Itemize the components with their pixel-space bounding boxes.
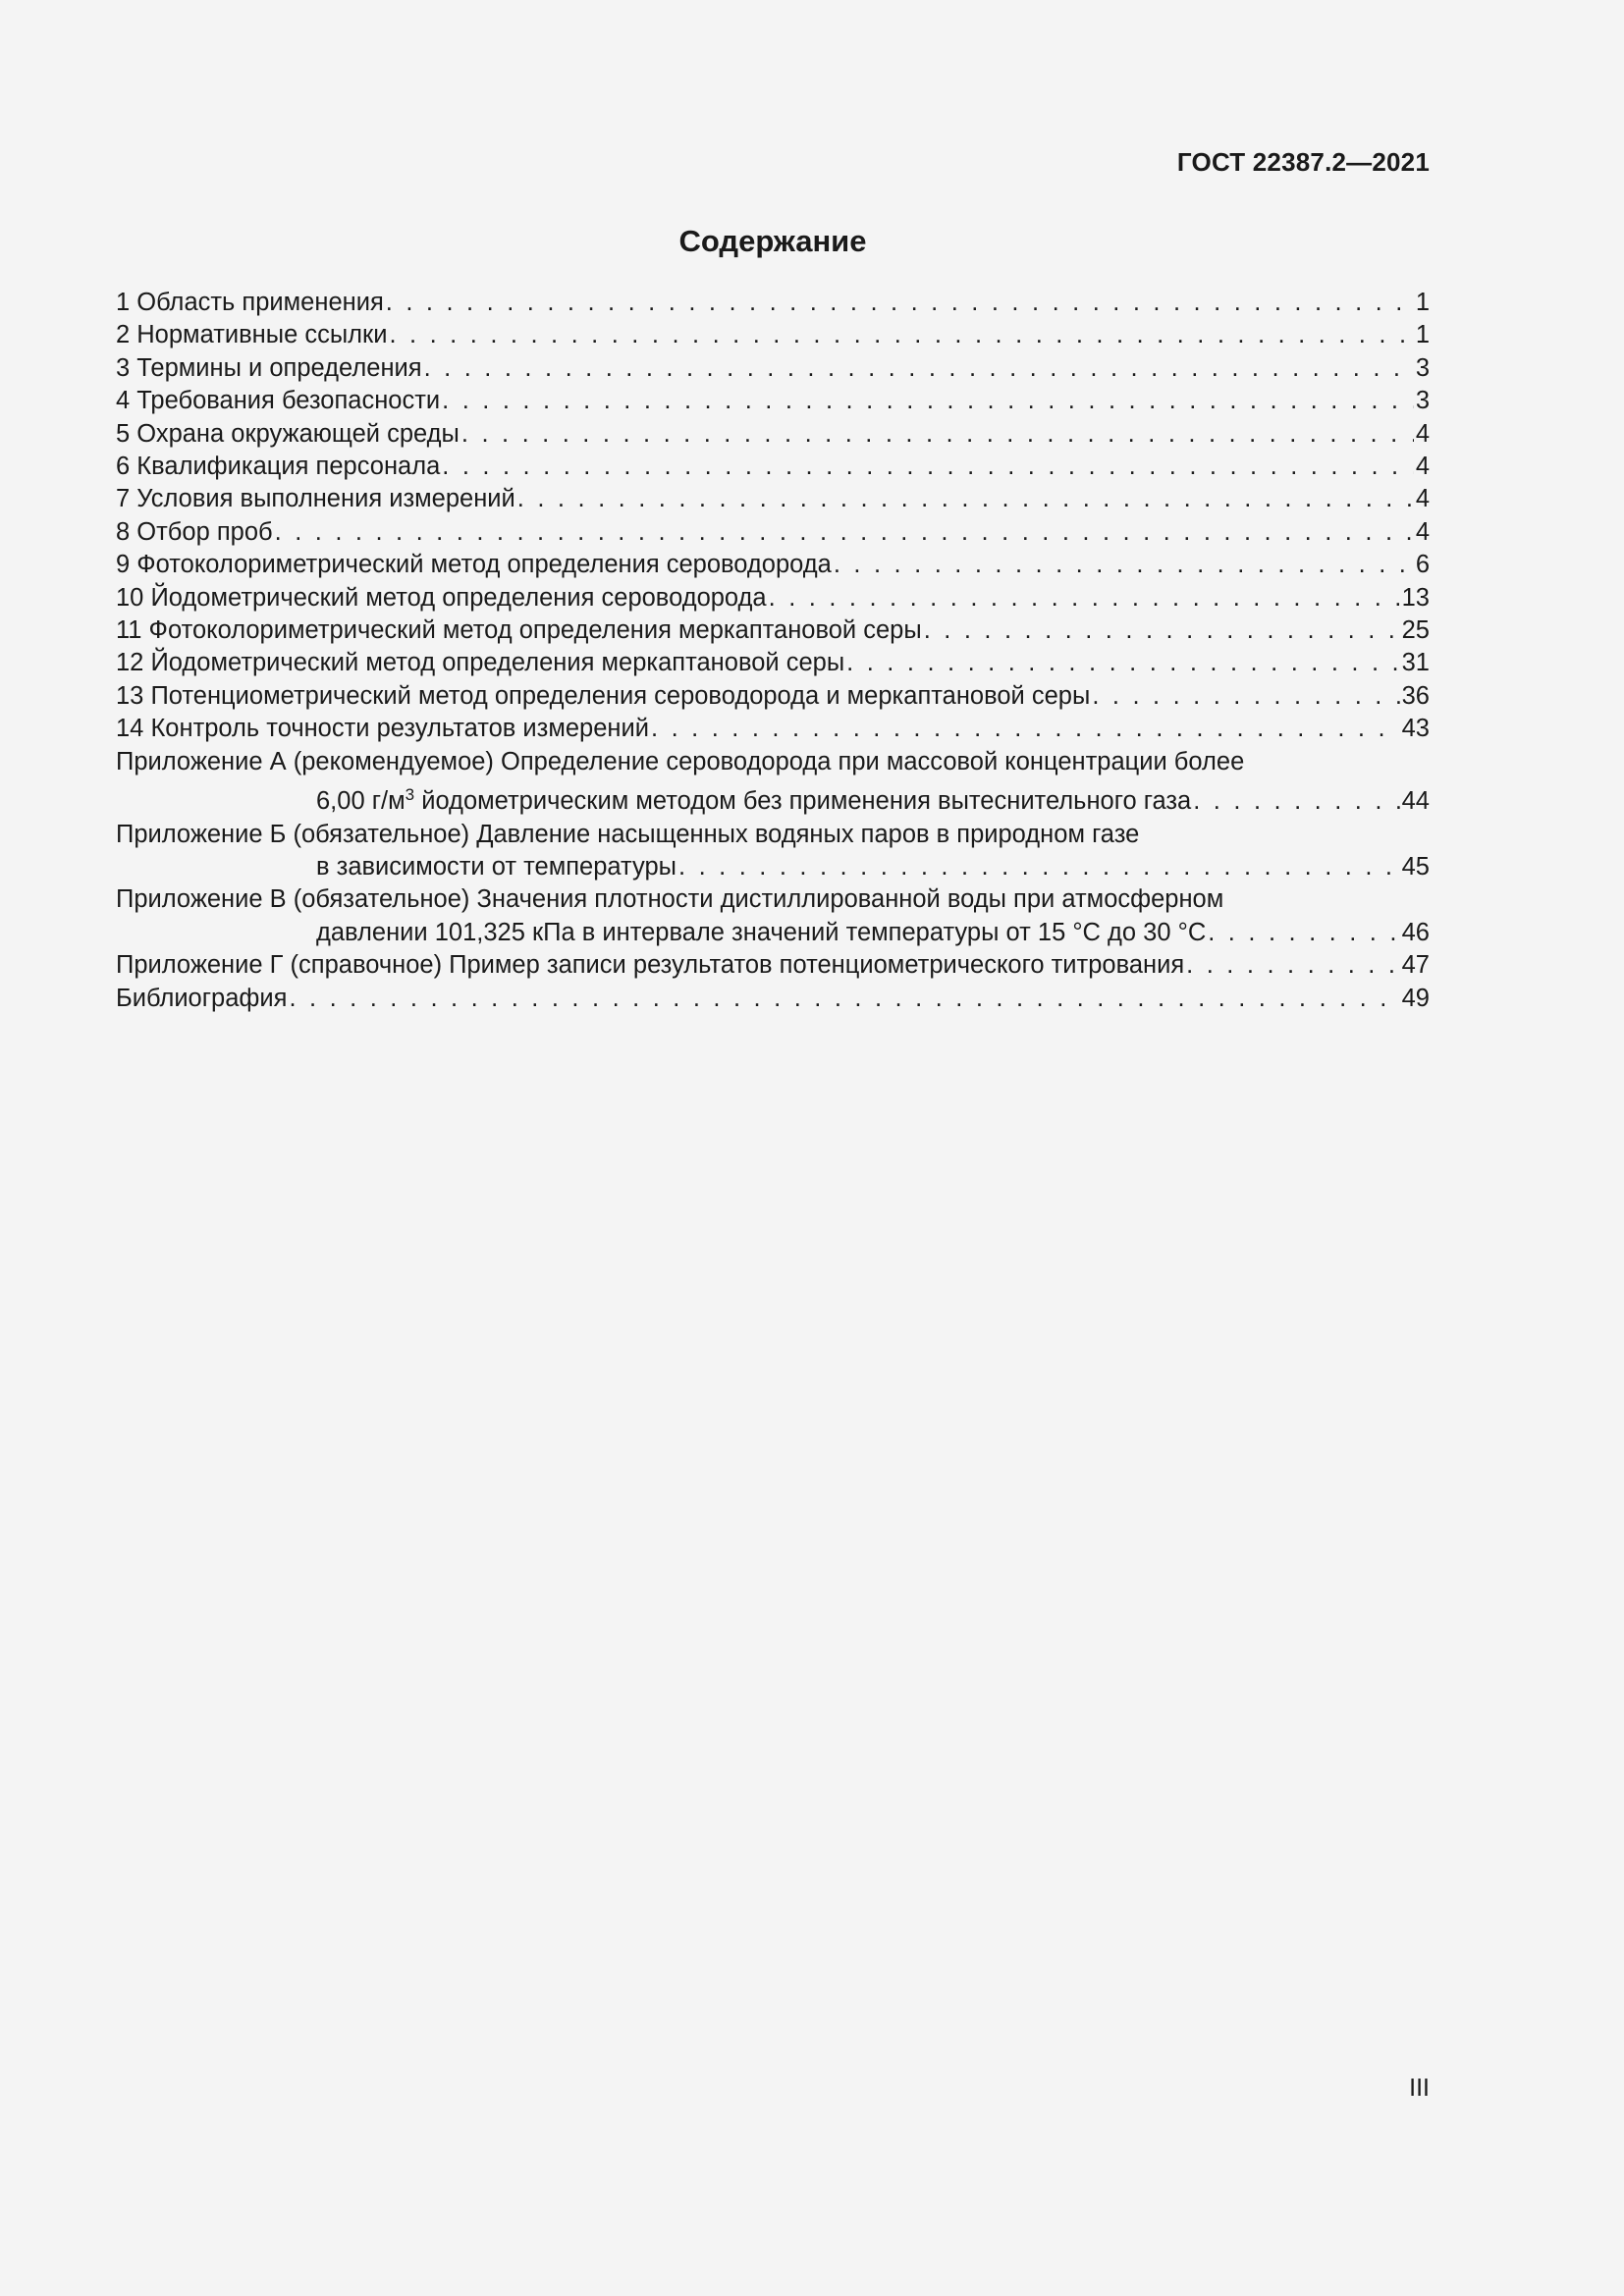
toc-entry-text: Приложение Г (справочное) Пример записи результатов потенциометрического титрования	[116, 951, 1185, 980]
dot-leader	[678, 851, 1400, 883]
toc-entry-text: 8 Отбор проб	[116, 517, 273, 546]
toc-appendix-b-continuation[interactable]	[116, 851, 1430, 883]
toc-entry-page: 13	[1401, 583, 1430, 612]
toc-entry-text: 2 Нормативные ссылки	[116, 321, 388, 349]
toc-appendix-a[interactable]	[116, 746, 1430, 778]
toc-entry-text: 7 Условия выполнения измерений	[116, 485, 515, 513]
dot-leader	[386, 287, 1414, 319]
toc-entry-page: 4	[1415, 517, 1430, 546]
toc-entry-text: 3 Термины и определения	[116, 353, 422, 382]
toc-title: Содержание	[678, 224, 867, 258]
toc-entry-text: Приложение В (обязательное) Значения плотности дистиллированной воды при атмосферном	[116, 885, 1224, 914]
toc-appendix-v[interactable]	[116, 883, 1430, 916]
toc-entry-text: Приложение А (рекомендуемое) Определение сероводорода при массовой концентрации более	[116, 747, 1245, 775]
dot-leader	[461, 418, 1414, 451]
toc-entry-text: 1 Область применения	[116, 289, 384, 316]
toc-entry-page: 46	[1401, 918, 1430, 946]
toc-entry-text	[316, 778, 1191, 818]
toc-entry[interactable]	[116, 647, 1430, 679]
toc-entry-page: 3	[1415, 353, 1430, 382]
toc-entry-text: 11 Фотоколориметрический метод определения меркаптановой серы	[116, 616, 922, 645]
appendix-a-text-end: йодометрическим методом без применения вытеснительного газа	[414, 787, 1192, 816]
toc-entry-page: 36	[1401, 681, 1430, 710]
toc-entry[interactable]	[116, 483, 1430, 515]
toc-entry-text: давлении 101,325 кПа в интервале значений температуры от 15 °С до 30 °С	[316, 918, 1207, 946]
dot-leader	[442, 385, 1414, 417]
toc-entry-page: 6	[1415, 551, 1430, 579]
toc-entry[interactable]	[116, 418, 1430, 451]
toc-entry-page: 43	[1401, 715, 1430, 743]
dot-leader	[1092, 680, 1399, 713]
toc-entry-text: Библиография	[116, 984, 288, 1012]
toc-entry-text: 10 Йодометрический метод определения сероводорода	[116, 583, 767, 612]
toc-entry[interactable]	[116, 713, 1430, 745]
toc-entry-page: 49	[1401, 984, 1430, 1012]
dot-leader	[924, 614, 1400, 647]
toc-entry-page: 4	[1415, 453, 1430, 481]
toc-entry-page: 44	[1401, 787, 1430, 816]
dot-leader	[442, 451, 1414, 483]
toc-entry-page: 25	[1401, 616, 1430, 645]
dot-leader	[834, 549, 1414, 581]
dot-leader	[517, 483, 1414, 515]
dot-leader	[846, 647, 1399, 679]
toc-entry[interactable]	[116, 451, 1430, 483]
toc-entry[interactable]	[116, 385, 1430, 417]
toc-entry[interactable]	[116, 680, 1430, 713]
toc-entry-text: в зависимости от температуры	[316, 852, 677, 881]
dot-leader	[275, 516, 1414, 549]
toc-entry-page: 4	[1415, 419, 1430, 448]
toc-entry-text: 13 Потенциометрический метод определения сероводорода и меркаптановой серы	[116, 681, 1091, 710]
superscript: 3	[405, 785, 415, 805]
toc-bibliography[interactable]	[116, 983, 1430, 1015]
toc-entry-text: 4 Требования безопасности	[116, 387, 441, 415]
toc-entry[interactable]	[116, 614, 1430, 647]
toc-entry-page: 1	[1415, 321, 1430, 349]
toc-entry-page: 3	[1415, 387, 1430, 415]
toc-appendix-v-continuation[interactable]	[116, 917, 1430, 949]
table-of-contents	[116, 287, 1430, 1015]
dot-leader	[1208, 917, 1399, 949]
toc-entry-text: 5 Охрана окружающей среды	[116, 419, 460, 448]
toc-entry[interactable]	[116, 352, 1430, 385]
dot-leader	[769, 582, 1400, 614]
dot-leader	[424, 352, 1414, 385]
appendix-a-text-start: 6,00 г/м	[316, 787, 406, 816]
toc-appendix-g[interactable]	[116, 949, 1430, 982]
dot-leader	[389, 319, 1413, 351]
toc-entry[interactable]	[116, 287, 1430, 319]
toc-entry[interactable]	[116, 319, 1430, 351]
dot-leader	[289, 983, 1399, 1015]
dot-leader	[651, 713, 1400, 745]
toc-entry[interactable]	[116, 549, 1430, 581]
toc-entry-page: 47	[1401, 951, 1430, 980]
toc-appendix-b[interactable]	[116, 819, 1430, 851]
toc-entry-text: Приложение Б (обязательное) Давление насыщенных водяных паров в природном газе	[116, 820, 1140, 848]
toc-entry[interactable]	[116, 516, 1430, 549]
document-code: ГОСТ 22387.2—2021	[1176, 147, 1430, 177]
dot-leader	[1186, 949, 1399, 982]
dot-leader	[1193, 785, 1399, 818]
toc-entry-page: 45	[1401, 852, 1430, 881]
toc-appendix-a-continuation[interactable]	[116, 778, 1430, 818]
toc-entry-text: 6 Квалификация персонала	[116, 453, 441, 481]
toc-entry[interactable]	[116, 582, 1430, 614]
toc-entry-text: 12 Йодометрический метод определения меркаптановой серы	[116, 649, 845, 677]
toc-entry-page: 31	[1401, 649, 1430, 677]
page-number: III	[1409, 2074, 1430, 2102]
toc-entry-text: 14 Контроль точности результатов измерений	[116, 715, 649, 743]
toc-entry-page: 4	[1415, 485, 1430, 513]
toc-entry-page: 1	[1415, 289, 1430, 316]
toc-entry-text: 9 Фотоколориметрический метод определения сероводорода	[116, 551, 832, 579]
